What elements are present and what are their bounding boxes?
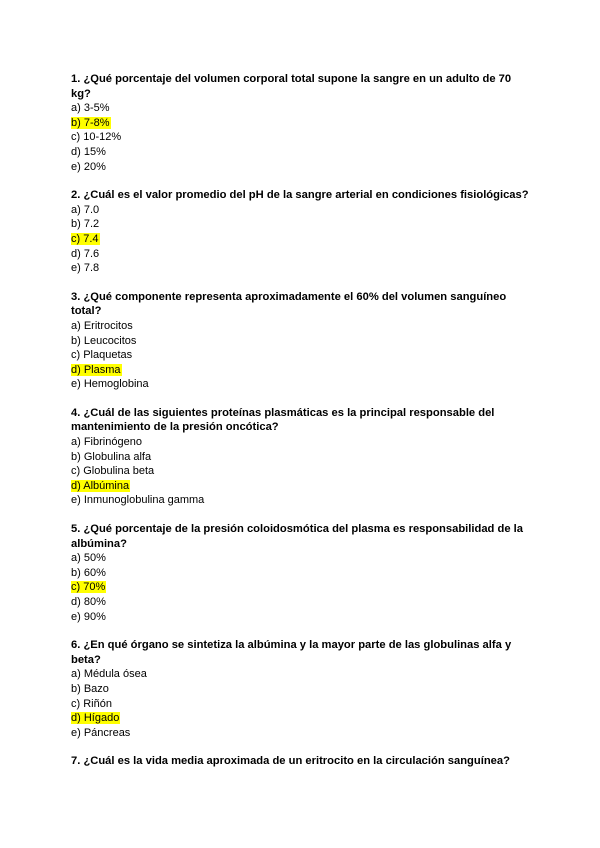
answer-option: b) Globulina alfa xyxy=(71,450,152,463)
answer-option: e) 20% xyxy=(71,160,106,173)
answer-option: b) Bazo xyxy=(71,682,109,695)
quiz-document xyxy=(71,72,533,783)
answer-option: d) 80% xyxy=(71,596,106,608)
answer-option: a) 50% xyxy=(71,552,106,565)
answer-option: a) Médula ósea xyxy=(71,668,147,681)
answer-option: a) 7.0 xyxy=(71,203,100,216)
answer-option-highlighted: d) Albúmina xyxy=(71,479,130,492)
question-title: 6. ¿En qué órgano se sintetiza la albúmina y la mayor parte de las globulinas alfa y beta? xyxy=(71,639,512,666)
answer-option: a) 3-5% xyxy=(71,102,110,115)
answer-option-highlighted: d) Plasma xyxy=(71,363,121,376)
option-list xyxy=(71,435,533,508)
answer-option: e) 7.8 xyxy=(71,262,100,275)
question-block xyxy=(71,406,533,508)
question-block xyxy=(71,522,533,624)
answer-option: e) Inmunoglobulina gamma xyxy=(71,494,205,507)
option-list xyxy=(71,203,533,276)
answer-option: a) Eritrocitos xyxy=(71,319,133,332)
answer-option: c) Globulina beta xyxy=(71,465,155,478)
answer-option-highlighted: d) Hígado xyxy=(71,712,120,725)
question-title: 5. ¿Qué porcentaje de la presión coloidosmótica del plasma es responsabilidad de la albúmina? xyxy=(71,523,523,550)
answer-option: b) Leucocitos xyxy=(71,334,137,347)
answer-option: d) 15% xyxy=(71,145,106,158)
answer-option-highlighted: b) 7-8% xyxy=(71,116,110,129)
answer-option: b) 7.2 xyxy=(71,218,100,231)
answer-option: e) Páncreas xyxy=(71,726,131,739)
answer-option: c) Plaquetas xyxy=(71,349,133,362)
answer-option: c) 10-12% xyxy=(71,131,122,144)
answer-option-highlighted: c) 70% xyxy=(71,581,106,594)
question-title: 4. ¿Cuál de las siguientes proteínas plasmáticas es la principal responsable del mantenimiento de la presión oncótica? xyxy=(71,406,495,434)
answer-option: e) 90% xyxy=(71,610,106,623)
question-block xyxy=(71,290,533,392)
question-title: 7. ¿Cuál es la vida media aproximada de un eritrocito en la circulación sanguínea? xyxy=(71,755,510,768)
option-list xyxy=(71,551,533,624)
answer-option-highlighted: c) 7.4 xyxy=(71,232,99,245)
answer-option: e) Hemoglobina xyxy=(71,378,149,391)
option-list xyxy=(71,667,533,740)
question-block xyxy=(71,188,533,276)
option-list xyxy=(71,319,533,392)
question-block xyxy=(71,754,533,769)
question-title: 1. ¿Qué porcentaje del volumen corporal total supone la sangre en un adulto de 70 kg? xyxy=(71,73,512,100)
answer-option: d) 7.6 xyxy=(71,247,100,260)
option-list xyxy=(71,101,533,174)
answer-option: b) 60% xyxy=(71,566,106,579)
answer-option: a) Fibrinógeno xyxy=(71,436,142,449)
answer-option: c) Riñón xyxy=(71,697,112,710)
question-block xyxy=(71,72,533,174)
question-title: 2. ¿Cuál es el valor promedio del pH de la sangre arterial en condiciones fisiológicas? xyxy=(71,189,529,202)
question-block xyxy=(71,638,533,740)
question-title: 3. ¿Qué componente representa aproximadamente el 60% del volumen sanguíneo total? xyxy=(71,290,507,318)
